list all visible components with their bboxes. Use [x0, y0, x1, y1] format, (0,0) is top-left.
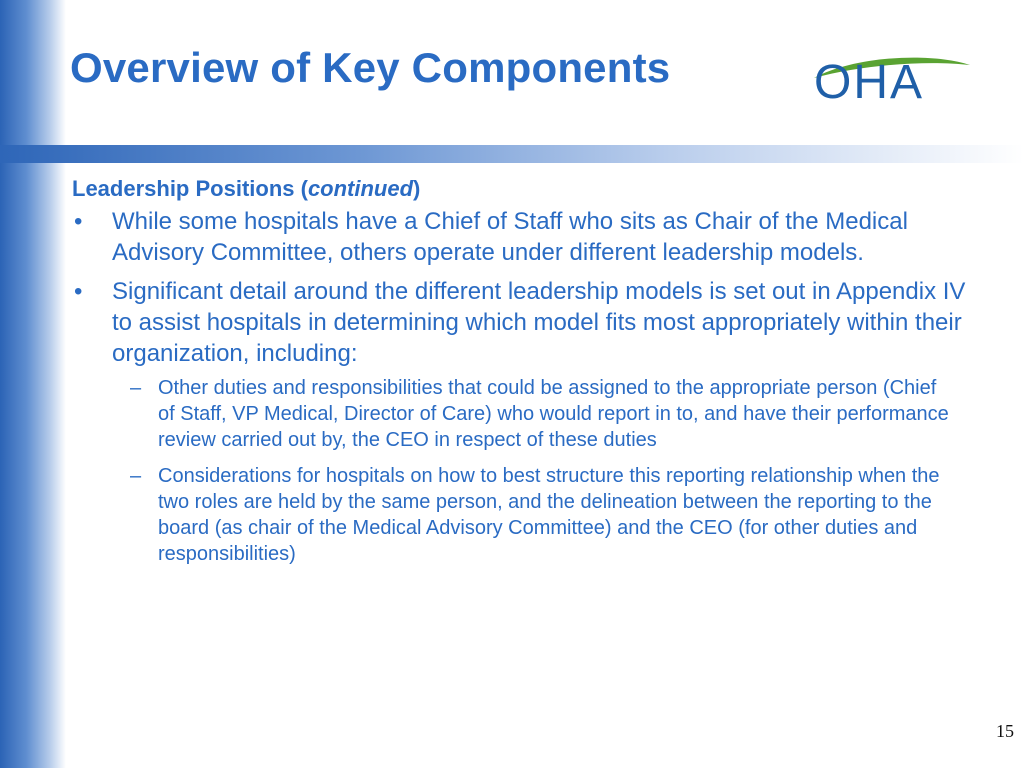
subbullet-item [112, 463, 958, 567]
bullet-marker: • [74, 278, 83, 305]
subbullet-text: Considerations for hospitals on how to best structure this reporting relationship when the two roles are held by the same person, and the delineation between the reporting to the board (as chair of the Medical Advisory Committee) and the CEO (for other duties and responsibilities) [158, 465, 940, 565]
heading-suffix: ) [413, 176, 421, 201]
slide-title: Overview of Key Components [70, 44, 671, 91]
bullet-list [72, 206, 972, 567]
oha-logo [806, 40, 976, 110]
header-divider-bar [0, 145, 1024, 163]
bullet-item [72, 206, 972, 268]
subbullet-text: Other duties and responsibilities that could be assigned to the appropriate person (Chief of Staff, VP Medical, Director of Care) who would report in to, and have their performance review carried out by, the CEO in respect of these duties [158, 377, 949, 451]
logo-text: OHA [814, 56, 925, 109]
heading-prefix: Leadership Positions ( [72, 176, 308, 201]
bullet-marker: • [74, 208, 83, 235]
dash-marker: – [130, 377, 142, 399]
bullet-item [72, 276, 972, 567]
heading-emphasis: continued [307, 176, 414, 201]
page-number: 15 [996, 721, 1014, 741]
left-gradient-bar [0, 0, 66, 768]
bullet-text: While some hospitals have a Chief of Staff who sits as Chair of the Medical Advisory Committee, others operate under different leadership models. [112, 208, 908, 266]
section-heading [72, 176, 972, 202]
subbullet-item [112, 375, 958, 453]
subbullet-list [112, 375, 972, 567]
bullet-text: Significant detail around the different leadership models is set out in Appendix IV to assist hospitals in determining which model fits most appropriately within their organization, including: [112, 278, 966, 367]
slide-content [72, 176, 972, 577]
dash-marker: – [130, 465, 142, 487]
